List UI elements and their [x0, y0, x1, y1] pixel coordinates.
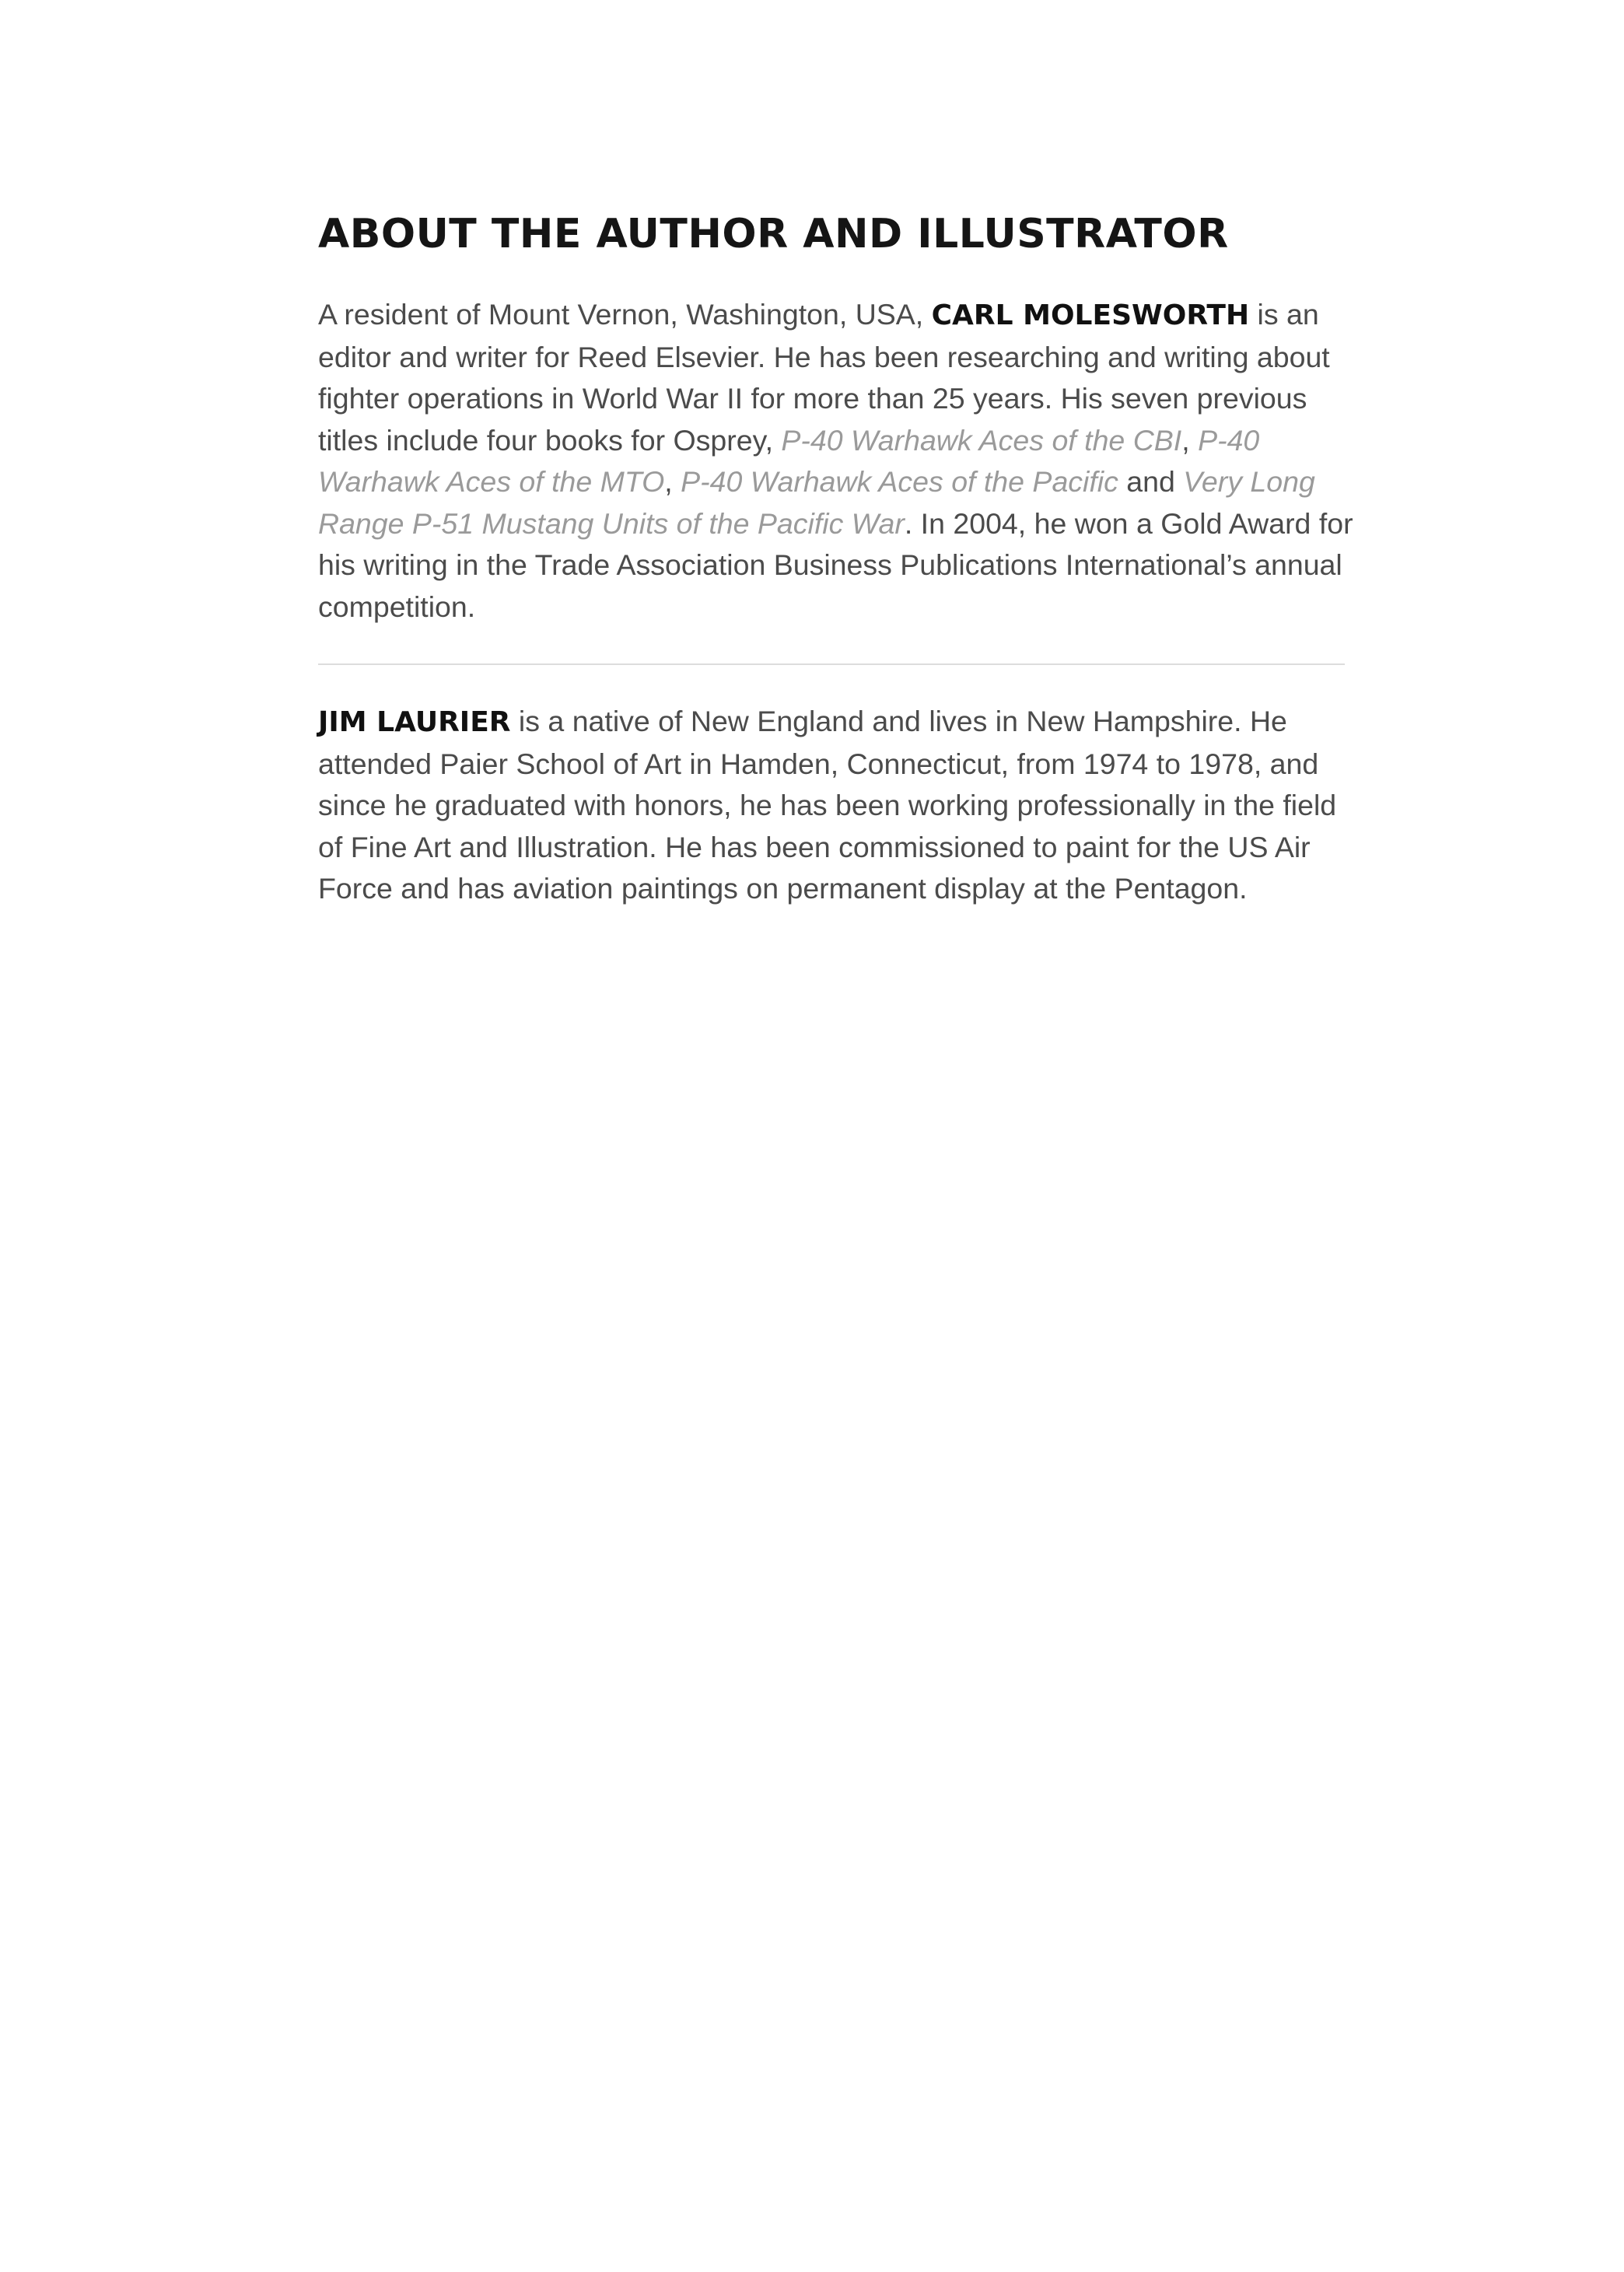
title-separator: , — [664, 465, 681, 499]
title-separator: and — [1118, 465, 1184, 499]
book-title-mustang: Very Long Range P-51 Mustang Units of the Pacific War — [318, 465, 1315, 540]
illustrator-bio-text: is a native of New England and lives in New Hampshire. He attended Paier School of Art in Hamden, Connecticut, from 1974 to 1978, and since he graduated with honors, he has been working professionally in the field of Fine Art and Illustration. He has been commissioned to paint for the US Air Force and has aviation paintings on permanent display at the Pentagon. — [318, 705, 1337, 905]
book-title-mto: P-40 Warhawk Aces of the MTO — [318, 423, 1260, 499]
book-title-pacific: P-40 Warhawk Aces of the Pacific — [681, 465, 1118, 499]
illustrator-bio — [318, 701, 1360, 910]
author-name: CARL MOLESWORTH — [931, 299, 1250, 332]
book-title-cbi: P-40 Warhawk Aces of the CBI — [781, 423, 1182, 457]
section-divider — [318, 663, 1345, 665]
title-separator: , — [1181, 423, 1199, 457]
section-heading: ABOUT THE AUTHOR AND ILLUSTRATOR — [318, 211, 1229, 257]
author-bio — [318, 294, 1360, 628]
author-bio-award: . In 2004, he won a Gold Award for his writing in the Trade Association Business Publications International’s annual competition. — [318, 506, 1353, 623]
illustrator-name: JIM LAURIER — [318, 706, 511, 739]
about-section — [318, 210, 1360, 910]
author-bio-text: is an editor and writer for Reed Elsevier. He has been researching and writing about fighter operations in World War II for more than 25 years. His seven previous titles include four books for Osprey, — [318, 298, 1330, 457]
author-bio-lead: A resident of Mount Vernon, Washington, USA, — [318, 298, 932, 331]
